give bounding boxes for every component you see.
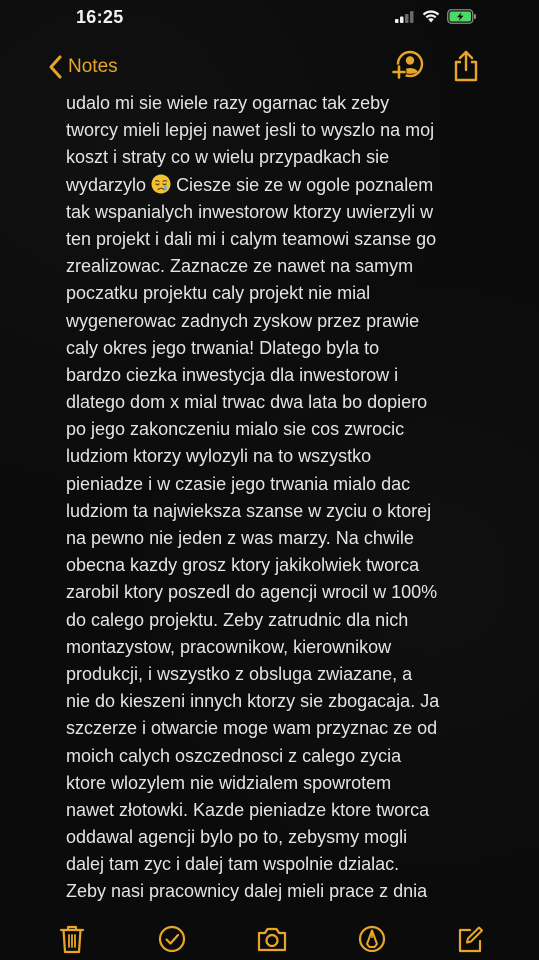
note-line: dlatego dom x mial trwac dwa lata bo dopiero xyxy=(66,392,428,413)
note-text-area[interactable] xyxy=(66,90,476,906)
note-line: dalej tam zyc i dalej tam wspolnie dzialac. xyxy=(66,854,400,875)
note-line: tworcy mieli lepjej nawet jesli to wyszlo na moj xyxy=(66,120,435,141)
sad-face-emoji-icon xyxy=(151,174,171,194)
status-time: 16:25 xyxy=(76,7,124,27)
note-line: wygenerowac zadnych zyskow przez prawie xyxy=(66,310,420,331)
note-line: Zeby nasi pracownicy dalej mieli prace z dnia xyxy=(66,881,428,902)
note-line: montazystow, pracownikow, kierownikow xyxy=(66,636,392,657)
chevron-left-icon xyxy=(48,55,62,79)
note-line: udalo mi sie wiele razy ogarnac tak zeby xyxy=(66,93,390,113)
trash-icon[interactable] xyxy=(58,924,86,954)
status-bar xyxy=(0,0,539,36)
cellular-signal-icon xyxy=(395,11,414,23)
note-line: oddawal agencji bylo po to, zebysmy mogli xyxy=(66,827,408,848)
note-line: moich calych oszczednosci z calego zycia xyxy=(66,745,402,766)
back-button-label: Notes xyxy=(68,56,118,77)
note-line: bardzo ciezka inwestycja dla inwestorow i xyxy=(66,364,399,385)
note-line: na pewno nie jeden z was marzy. Na chwile xyxy=(66,528,414,548)
note-line: zrealizowac. Zaznacze ze nawet na samym xyxy=(66,256,414,277)
note-line: do calego projektu. Zeby zatrudnic dla nich xyxy=(66,609,409,630)
note-line-segment: wydarzylo xyxy=(66,174,147,195)
note-line: zarobil ktory poszedl do agencji wrocil w 100% xyxy=(66,582,438,603)
back-button[interactable] xyxy=(48,52,118,82)
note-line: produkcji, i wszystko z obsluga zwiazane, a xyxy=(66,663,413,684)
note-line: caly okres jego trwania! Dlatego byla to xyxy=(66,337,380,358)
pen-circle-icon[interactable] xyxy=(358,924,386,954)
note-line: ktore wlozylem nie widzialem spowrotem xyxy=(66,772,392,793)
note-line-segment: Ciesze sie ze w ogole poznalem xyxy=(176,174,434,195)
camera-icon[interactable] xyxy=(256,924,288,954)
note-line: szczerze i otwarcie moge wam przyznac ze od xyxy=(66,718,438,739)
checkmark-circle-icon[interactable] xyxy=(158,924,186,954)
note-line: ludziom ta najwieksza szanse w zyciu o ktorej xyxy=(66,500,432,521)
add-person-icon[interactable] xyxy=(390,50,424,82)
compose-icon[interactable] xyxy=(456,924,484,954)
note-line: pieniadze i w czasie jego trwania mialo dac xyxy=(66,473,411,494)
note-line: po jego zakonczeniu mialo sie cos zwrocic xyxy=(66,419,405,440)
note-line-with-emoji xyxy=(66,172,476,199)
share-icon[interactable] xyxy=(452,50,480,82)
note-line: obecna kazdy grosz ktory jakikolwiek tworca xyxy=(66,555,420,576)
battery-charging-icon xyxy=(447,9,477,24)
wifi-icon xyxy=(422,9,440,23)
bottom-toolbar xyxy=(0,920,539,960)
note-line: nie do kieszeni innych ktorzy sie zbogacaja. Ja xyxy=(66,691,440,712)
note-line: poczatku projektu caly projekt nie mial xyxy=(66,283,371,304)
note-line: nawet złotowki. Kazde pieniadze ktore tworca xyxy=(66,799,430,820)
note-line: koszt i straty co w wielu przypadkach sie xyxy=(66,147,390,168)
note-line: tak wspanialych inwestorow ktorzy uwierzyli w xyxy=(66,201,434,222)
navigation-bar xyxy=(0,44,539,90)
note-line: ludziom ktorzy wylozyli na to wszystko xyxy=(66,446,372,467)
note-line: ten projekt i dali mi i calym teamowi szanse go xyxy=(66,228,437,249)
